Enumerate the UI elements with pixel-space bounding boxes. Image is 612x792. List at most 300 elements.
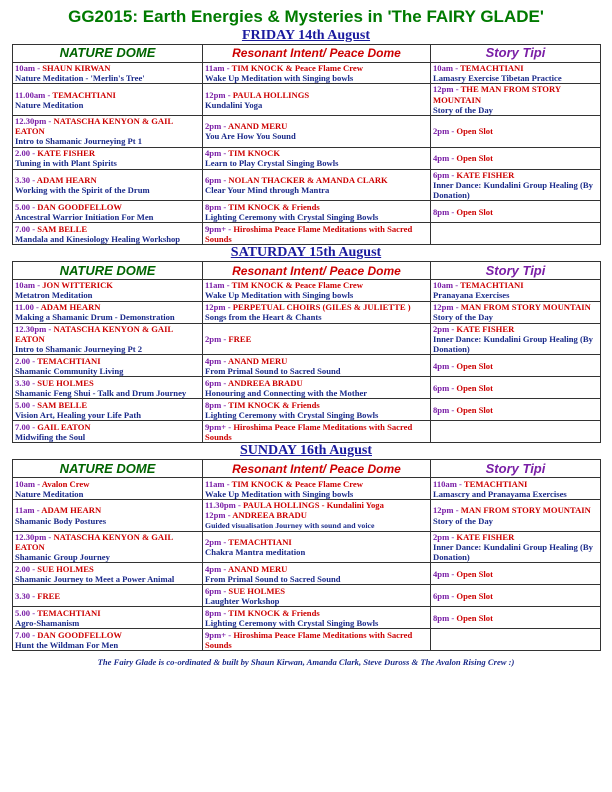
session-presenter: GAIL EATON xyxy=(37,421,91,432)
session-cell xyxy=(13,629,203,651)
session-presenter: Hiroshima Peace Flame Meditations with Sacred Sounds xyxy=(205,629,413,650)
session-time: 12pm xyxy=(433,505,454,516)
table-row xyxy=(13,500,601,532)
session-presenter: TIM KNOCK & Peace Flame Crew xyxy=(231,478,363,489)
session-cell xyxy=(431,63,601,84)
time-separator: - xyxy=(35,63,43,73)
session-cell xyxy=(431,280,601,301)
session-presenter: SUE HOLMES xyxy=(37,377,94,388)
session-presenter: ANAND MERU xyxy=(227,355,288,366)
session-presenter: PERPETUAL CHOIRS (GILES & JULIETTE ) xyxy=(232,301,411,312)
session-presenter: Open Slot xyxy=(456,404,493,415)
session-time: 7.00 xyxy=(15,223,31,234)
session-presenter: TIM KNOCK & Friends xyxy=(228,607,320,618)
session-cell xyxy=(13,478,203,500)
session-cell xyxy=(13,301,203,323)
session-presenter: KATE FISHER xyxy=(456,323,515,334)
session-presenter: TIM KNOCK & Peace Flame Crew xyxy=(231,280,363,291)
session-title: Shamanic Body Postures xyxy=(15,515,107,526)
session-cell xyxy=(431,399,601,421)
header-resonant-intent: Resonant Intent/ Peace Dome xyxy=(203,45,431,63)
table-row xyxy=(13,563,601,585)
session-cell xyxy=(13,563,203,585)
session-title: Mandala and Kinesiology Healing Workshop xyxy=(15,233,181,244)
session-cell xyxy=(431,421,601,443)
table-row xyxy=(13,377,601,399)
session-time: 8pm xyxy=(433,404,450,415)
session-time: 7.00 xyxy=(15,421,31,432)
table-row xyxy=(13,323,601,355)
session-presenter: KATE FISHER xyxy=(456,169,515,180)
time-separator: - xyxy=(45,89,53,100)
header-story-tipi: Story Tipi xyxy=(431,45,601,63)
table-row xyxy=(13,399,601,421)
session-cell xyxy=(13,201,203,223)
session-time: 2pm xyxy=(433,323,450,334)
session-cell xyxy=(431,377,601,399)
session-presenter: FREE xyxy=(37,590,61,601)
day-heading: SUNDAY 16th August xyxy=(239,443,372,459)
session-presenter: ADAM HEARN xyxy=(41,505,102,516)
time-separator: - xyxy=(34,505,42,516)
session-presenter: KATE FISHER xyxy=(37,147,96,158)
session-time: 10am xyxy=(433,280,454,291)
session-time: 12pm xyxy=(433,301,454,312)
session-presenter: FREE xyxy=(228,333,252,344)
time-separator: - xyxy=(30,174,37,185)
session-cell xyxy=(203,478,431,500)
session-cell xyxy=(13,147,203,169)
session-presenter: TIM KNOCK xyxy=(228,147,281,158)
session-time: 4pm xyxy=(433,360,450,371)
session-cell xyxy=(203,585,431,607)
session-cell xyxy=(203,63,431,84)
session-time: 11am xyxy=(205,63,225,73)
day-schedule-table xyxy=(12,44,601,245)
time-separator: - xyxy=(30,147,38,158)
session-cell xyxy=(431,84,601,116)
session-cell xyxy=(13,421,203,443)
time-separator: - xyxy=(224,280,232,291)
time-separator: - xyxy=(453,505,461,516)
session-time: 3.30 xyxy=(15,590,31,601)
session-time: 12pm xyxy=(205,301,226,312)
session-presenter: TEMACHTIANI xyxy=(460,63,524,73)
session-time: 10am xyxy=(15,478,36,489)
time-separator: - xyxy=(221,121,228,132)
session-presenter: Open Slot xyxy=(456,206,493,217)
session-title: Working with the Spirit of the Drum xyxy=(15,184,150,195)
header-resonant-intent: Resonant Intent/ Peace Dome xyxy=(203,460,431,478)
session-presenter: NOLAN THACKER & AMANDA CLARK xyxy=(228,174,388,185)
session-time: 3.30 xyxy=(15,174,31,185)
session-cell xyxy=(431,500,601,532)
session-cell xyxy=(13,377,203,399)
session-cell xyxy=(13,355,203,377)
session-cell xyxy=(203,223,431,245)
session-time: 10am xyxy=(433,63,454,73)
session-title: Laughter Workshop xyxy=(205,595,280,606)
time-separator: - xyxy=(449,404,457,415)
session-presenter: MAN FROM STORY MOUNTAIN xyxy=(460,301,591,312)
time-separator: - xyxy=(449,169,457,180)
time-separator: - xyxy=(449,206,457,217)
session-title: From Primal Sound to Sacred Sound xyxy=(205,573,341,584)
session-cell xyxy=(203,563,431,585)
session-time: 2pm xyxy=(205,536,222,547)
session-title: Nature Meditation xyxy=(15,488,84,499)
session-cell xyxy=(431,531,601,563)
session-time: 8pm xyxy=(433,612,450,623)
session-presenter: SUE HOLMES xyxy=(37,563,94,574)
session-presenter: KATE FISHER xyxy=(456,531,515,542)
session-time: 12.30pm xyxy=(15,116,47,127)
session-title: Kundalini Yoga xyxy=(205,99,263,110)
session-title: You Are How You Sound xyxy=(205,131,296,142)
session-time: 2pm xyxy=(205,121,222,132)
session-title: Lighting Ceremony with Crystal Singing Bowls xyxy=(205,617,379,628)
session-presenter: TIM KNOCK & Friends xyxy=(228,201,320,212)
day-heading: FRIDAY 14th August xyxy=(241,28,371,43)
session-time: 6pm xyxy=(205,174,222,185)
time-separator: - xyxy=(30,377,38,388)
session-cell xyxy=(431,585,601,607)
session-presenter: TIM KNOCK & Friends xyxy=(228,399,320,410)
session-title: Inner Dance: Kundalini Group Healing (By Donation) xyxy=(433,179,593,201)
time-separator: - xyxy=(453,280,461,291)
time-separator: - xyxy=(221,563,228,574)
session-presenter: SAM BELLE xyxy=(37,223,88,234)
session-cell xyxy=(13,280,203,301)
table-row xyxy=(13,607,601,629)
session-presenter: Open Slot xyxy=(456,612,493,623)
day-schedule-table xyxy=(12,459,601,651)
time-separator: - xyxy=(35,280,43,291)
session-time: 12.30pm xyxy=(15,531,47,542)
session-title: Shamanic Group Journey xyxy=(15,552,110,563)
header-nature-dome: NATURE DOME xyxy=(13,460,203,478)
session-presenter: Open Slot xyxy=(456,568,493,579)
session-cell xyxy=(431,478,601,500)
session-title: Lamasry Exercise Tibetan Practice xyxy=(433,73,562,84)
session-cell xyxy=(203,116,431,148)
session-cell xyxy=(13,223,203,245)
time-separator: - xyxy=(46,116,54,127)
session-title: Nature Meditation xyxy=(15,99,84,110)
session-cell xyxy=(203,323,431,355)
day-heading: SATURDAY 15th August xyxy=(230,245,382,261)
session-cell xyxy=(203,607,431,629)
session-cell xyxy=(13,323,203,355)
session-presenter: ANDREEA BRADU xyxy=(232,510,307,521)
table-row xyxy=(13,147,601,169)
session-presenter: TIM KNOCK & Peace Flame Crew xyxy=(231,63,363,73)
session-cell xyxy=(203,280,431,301)
session-title: Shamanic Community Living xyxy=(15,365,124,376)
time-separator: - xyxy=(46,323,54,334)
session-title: Story of the Day xyxy=(433,104,493,115)
session-time: 11.00 xyxy=(15,301,34,312)
session-cell xyxy=(13,169,203,201)
time-separator: - xyxy=(224,63,232,73)
time-separator: - xyxy=(30,629,38,640)
session-presenter: ADAM HEARN xyxy=(36,174,97,185)
session-time: 6pm xyxy=(433,382,450,393)
time-separator: - xyxy=(449,360,457,371)
time-separator: - xyxy=(221,174,229,185)
session-time: 9pm+ xyxy=(205,223,227,234)
time-separator: - xyxy=(449,612,457,623)
time-separator: - xyxy=(221,333,229,344)
session-time: 9pm+ xyxy=(205,629,227,640)
session-title: Metatron Meditation xyxy=(15,290,93,301)
session-title: From Primal Sound to Sacred Sound xyxy=(205,365,341,376)
session-time: 11am xyxy=(15,505,35,516)
session-title: Intro to Shamanic Journeying Pt 2 xyxy=(15,344,143,355)
session-title: Story of the Day xyxy=(433,515,493,526)
session-title: Wake Up Meditation with Singing bowls xyxy=(205,488,354,499)
session-cell xyxy=(203,147,431,169)
time-separator: - xyxy=(449,382,457,393)
session-cell xyxy=(431,223,601,245)
session-time: 2.00 xyxy=(15,355,31,366)
session-cell xyxy=(203,301,431,323)
session-title: Story of the Day xyxy=(433,312,493,323)
session-time: 11am xyxy=(205,478,225,489)
session-time: 8pm xyxy=(205,607,222,618)
session-time: 3.30 xyxy=(15,377,31,388)
session-time: 11am xyxy=(205,280,225,291)
table-row xyxy=(13,531,601,563)
time-separator: - xyxy=(46,531,54,542)
time-separator: - xyxy=(235,500,243,511)
session-time: 4pm xyxy=(205,355,222,366)
session-time: 2pm xyxy=(433,126,450,137)
session-presenter: PAULA HOLLINGS xyxy=(232,89,310,100)
session-time: 2.00 xyxy=(15,563,31,574)
session-presenter: Open Slot xyxy=(456,382,493,393)
session-time: 7.00 xyxy=(15,629,31,640)
time-separator: - xyxy=(225,301,233,312)
table-row xyxy=(13,301,601,323)
session-presenter: TEMACHTIANI xyxy=(37,607,101,618)
session-presenter: TEMACHTIANI xyxy=(460,280,524,291)
session-presenter: SUE HOLMES xyxy=(228,585,286,596)
session-title: Lamascry and Pranayama Exercises xyxy=(433,488,567,499)
session-time: 8pm xyxy=(205,399,222,410)
session-presenter: THE MAN FROM STORY MOUNTAIN xyxy=(433,84,561,105)
time-separator: - xyxy=(225,510,233,521)
session-presenter: TEMACHTIANI xyxy=(52,89,116,100)
session-time: 5.00 xyxy=(15,607,31,618)
session-title: Inner Dance: Kundalini Group Healing (By Donation) xyxy=(433,542,593,563)
session-cell xyxy=(13,116,203,148)
table-row xyxy=(13,355,601,377)
table-row xyxy=(13,84,601,116)
time-separator: - xyxy=(221,147,229,158)
session-presenter: NATASCHA KENYON & GAIL EATON xyxy=(15,116,173,137)
session-cell xyxy=(431,147,601,169)
session-presenter: Avalon Crew xyxy=(41,478,90,489)
session-title: Making a Shamanic Drum - Demonstration xyxy=(15,312,175,323)
time-separator: - xyxy=(30,355,38,366)
session-cell xyxy=(13,585,203,607)
session-title: Wake Up Meditation with Singing bowls xyxy=(205,73,354,84)
session-cell xyxy=(431,201,601,223)
table-row xyxy=(13,169,601,201)
session-presenter: TEMACHTIANI xyxy=(463,478,528,489)
table-row xyxy=(13,63,601,84)
session-cell xyxy=(203,421,431,443)
session-presenter: MAN FROM STORY MOUNTAIN xyxy=(460,505,591,516)
header-resonant-intent: Resonant Intent/ Peace Dome xyxy=(203,262,431,280)
session-cell xyxy=(203,629,431,651)
session-cell xyxy=(203,201,431,223)
session-time: 8pm xyxy=(205,201,222,212)
table-row xyxy=(13,421,601,443)
time-separator: - xyxy=(456,478,464,489)
session-cell xyxy=(203,169,431,201)
session-cell xyxy=(203,531,431,563)
time-separator: - xyxy=(30,563,38,574)
session-presenter: Hiroshima Peace Flame Meditations with Sacred Sounds xyxy=(205,223,413,244)
session-time: 11.00am xyxy=(15,89,46,100)
day-schedule-table xyxy=(12,261,601,443)
session-title: Agro-Shamanism xyxy=(15,617,80,628)
session-title: Shamanic Feng Shui - Talk and Drum Journey xyxy=(15,387,187,398)
session-presenter: DAN GOODFELLOW xyxy=(37,201,122,212)
session-cell xyxy=(431,607,601,629)
session-title: Learn to Play Crystal Singing Bowls xyxy=(205,158,339,169)
time-separator: - xyxy=(30,399,38,410)
session-time: 4pm xyxy=(205,147,222,158)
time-separator: - xyxy=(221,355,228,366)
header-nature-dome: NATURE DOME xyxy=(13,262,203,280)
session-presenter: TEMACHTIANI xyxy=(228,536,292,547)
session-time: 6pm xyxy=(433,590,450,601)
time-separator: - xyxy=(30,590,38,601)
time-separator: - xyxy=(449,531,457,542)
session-cell xyxy=(203,500,431,532)
session-time: 4pm xyxy=(205,563,222,574)
session-time: 11.30pm xyxy=(205,500,236,511)
session-time: 110am xyxy=(433,478,457,489)
session-time: 2pm xyxy=(205,333,222,344)
session-time: 12pm xyxy=(205,510,226,521)
time-separator: - xyxy=(449,590,457,601)
session-title: Guided visualisation Journey with sound and voice xyxy=(205,520,375,530)
time-separator: - xyxy=(221,201,229,212)
session-presenter: SHAUN KIRWAN xyxy=(42,63,111,73)
session-time: 8pm xyxy=(433,206,450,217)
session-cell xyxy=(431,355,601,377)
session-title: Nature Meditation - 'Merlin's Tree' xyxy=(15,73,145,84)
footer-credits: The Fairy Glade is co-ordinated & built by Shaun Kirwan, Amanda Clark, Steve Duross & The Avalon Rising Crew :) xyxy=(97,657,515,668)
time-separator: - xyxy=(30,421,38,432)
table-row xyxy=(13,478,601,500)
time-separator: - xyxy=(449,568,457,579)
time-separator: - xyxy=(449,153,457,164)
table-row xyxy=(13,116,601,148)
time-separator: - xyxy=(449,323,457,334)
session-presenter: ADAM HEARN xyxy=(40,301,101,312)
session-presenter: ANDREEA BRADU xyxy=(227,377,303,388)
session-time: 12.30pm xyxy=(15,323,47,334)
time-separator: - xyxy=(224,478,232,489)
time-separator: - xyxy=(35,478,42,489)
session-time: 4pm xyxy=(433,153,450,164)
session-presenter: Hiroshima Peace Flame Meditations with Sacred Sounds xyxy=(205,421,413,442)
session-presenter: Open Slot xyxy=(456,590,493,601)
time-separator: - xyxy=(221,585,229,596)
session-presenter: ANAND MERU xyxy=(227,121,288,132)
time-separator: - xyxy=(221,399,229,410)
session-time: 10am xyxy=(15,63,36,73)
session-cell xyxy=(431,301,601,323)
session-time: 12pm xyxy=(433,84,454,95)
title-theme: Earth Energies & Mysteries in xyxy=(142,7,383,26)
session-presenter: Open Slot xyxy=(456,126,493,137)
session-title: Tuning in with Plant Spirits xyxy=(15,158,117,169)
session-title: Vision Art, Healing your Life Path xyxy=(15,409,142,420)
session-time: 10am xyxy=(15,280,36,291)
table-row xyxy=(13,201,601,223)
header-story-tipi: Story Tipi xyxy=(431,262,601,280)
table-row xyxy=(13,629,601,651)
time-separator: - xyxy=(221,536,229,547)
session-cell xyxy=(431,629,601,651)
session-presenter: ANAND MERU xyxy=(227,563,288,574)
session-presenter: SAM BELLE xyxy=(37,399,88,410)
session-cell xyxy=(431,563,601,585)
session-presenter: NATASCHA KENYON & GAIL EATON xyxy=(15,531,173,553)
session-title: Chakra Mantra meditation xyxy=(205,547,306,558)
session-presenter: TEMACHTIANI xyxy=(37,355,101,366)
session-time: 2pm xyxy=(433,531,450,542)
session-title: Lighting Ceremony with Crystal Singing Bowls xyxy=(205,409,379,420)
session-time: 5.00 xyxy=(15,399,31,410)
table-row xyxy=(13,280,601,301)
session-time: 12pm xyxy=(205,89,226,100)
time-separator: - xyxy=(30,201,38,212)
session-cell xyxy=(13,84,203,116)
session-title: Pranayana Exercises xyxy=(433,290,510,301)
session-title: Songs from the Heart & Chants xyxy=(205,312,322,323)
session-title: Inner Dance: Kundalini Group Healing (By Donation) xyxy=(433,333,593,355)
time-separator: - xyxy=(30,223,38,234)
session-title: Lighting Ceremony with Crystal Singing Bowls xyxy=(205,211,379,222)
page-title xyxy=(12,6,600,28)
session-cell xyxy=(431,169,601,201)
header-story-tipi: Story Tipi xyxy=(431,460,601,478)
session-presenter: Open Slot xyxy=(456,360,493,371)
session-time: 6pm xyxy=(205,585,222,596)
session-cell xyxy=(431,323,601,355)
session-title: Honouring and Connecting with the Mother xyxy=(205,387,368,398)
session-presenter: NATASCHA KENYON & GAIL EATON xyxy=(15,323,173,344)
session-cell xyxy=(13,399,203,421)
title-event-code: GG2015: xyxy=(68,7,139,26)
session-title: Clear Your Mind through Mantra xyxy=(205,184,330,195)
session-presenter: DAN GOODFELLOW xyxy=(37,629,122,640)
time-separator: - xyxy=(226,629,234,640)
session-cell xyxy=(431,116,601,148)
session-cell xyxy=(203,399,431,421)
time-separator: - xyxy=(221,377,228,388)
session-title: Hunt the Wildman For Men xyxy=(15,639,119,650)
session-title: Intro to Shamanic Journeying Pt 1 xyxy=(15,136,143,147)
session-title: Shamanic Journey to Meet a Power Animal xyxy=(15,573,175,584)
